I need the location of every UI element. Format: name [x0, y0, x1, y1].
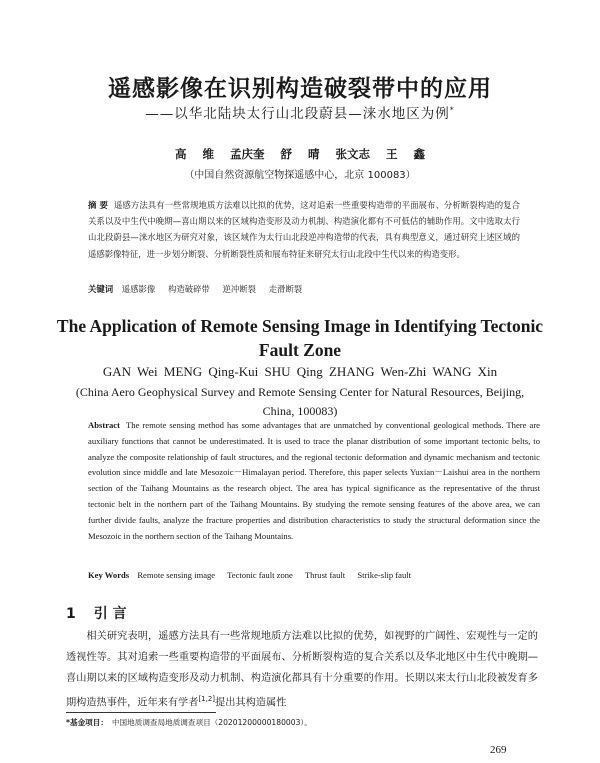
- intro-text-continued: 提出其构造属性: [215, 697, 287, 709]
- english-keyword: Strike-slip fault: [357, 570, 412, 580]
- english-keyword: Thrust fault: [304, 570, 346, 580]
- chinese-authors: 高 维 孟庆奎 舒 晴 张文志 王 鑫: [174, 147, 426, 161]
- chinese-keyword: 逆冲断裂: [222, 284, 257, 294]
- chinese-keyword: 走滑断裂: [268, 284, 303, 294]
- chinese-keyword: 遥感影像: [121, 284, 156, 294]
- footnote-divider: [66, 712, 216, 713]
- chinese-keyword: 构造破碎带: [167, 284, 210, 294]
- section-heading: [66, 603, 127, 623]
- english-abstract-text: The remote sensing method has some advantages that are unmatched by conventional geological methods. There are auxiliary functions that cannot be underestimated. It is used to trace the planar distribution of some important tectonic belts, to analyze the composite relationship of fault structures, and the regional tectonic deformation and dynamic mechanism and tectonic evolution since middle and late Mesozoic－Himalayan period. Therefore, this paper selects Yuxian－Laishui area in the northern section of the Taihang Mountains as the research object. The area has typical significance as the representative of the thrust tectonic belt in the northern part of the Taihang Mountains. By studying the remote sensing features of the above area, we can further divide faults, analyze the fracture properties and distribution characteristics to study the structural deformation since the Mesozoic in the northern section of the Taihang Mountains.: [88, 420, 540, 541]
- footnote-text: 中国地质调查局地质调查项目（20201200000180003）。: [111, 718, 312, 727]
- english-affiliation: (China Aero Geophysical Survey and Remote Sensing Center for Natural Resources, Beijing, China, 100083): [75, 385, 525, 418]
- english-keywords: [88, 568, 540, 583]
- english-keyword: Remote sensing image: [137, 570, 216, 580]
- chinese-affiliation: （中国自然资源航空物探遥感中心，北京 100083）: [184, 170, 416, 181]
- chinese-abstract-text: 遥感方法具有一些常规地质方法难以比拟的优势，这对追索一些重要构造带的平面展布、分析断裂构造的复合关系以及中生代中晚期—喜山期以来的区域构造变形及动力机制、构造演化都有不可低估的辅助作用。文中选取太行山北段蔚县—涞水地区为研究对象，该区域作为太行山北段逆冲构造带的代表，具有典型意义，通过研究上述区域的遥感影像特征，进一步划分断裂、分析断裂性质和展布特征来研究太行山北段中生代以来的构造变形。: [88, 200, 521, 259]
- section-title: 引 言: [93, 606, 127, 622]
- chinese-subtitle: [0, 102, 600, 122]
- english-authors: GAN Wei MENG Qing-Kui SHU Qing ZHANG Wen-Zhi WANG Xin: [102, 364, 498, 379]
- chinese-abstract-label: 摘 要: [88, 200, 108, 210]
- intro-paragraph: [66, 626, 538, 713]
- section-number: 1: [66, 606, 76, 622]
- chinese-subtitle-text: ——以华北陆块太行山北段蔚县—涞水地区为例: [145, 106, 450, 122]
- chinese-title: 遥感影像在识别构造破裂带中的应用: [108, 76, 492, 102]
- chinese-abstract: [88, 197, 520, 262]
- chinese-keywords: [88, 281, 520, 297]
- page-number: 269: [490, 744, 507, 756]
- intro-text: 相关研究表明，遥感方法具有一些常规地质方法难以比拟的优势，如视野的广阔性、宏观性与一定的透视性等。其对追索一些重要构造带的平面展布、分析断裂构造的复合关系以及华北地区中生代中晚期—喜山期以来的区域构造变形及动力机制、构造演化都具有十分重要的作用。长期以来太行山北段被发育多期构造热事件，近年来有学者: [66, 631, 538, 709]
- funding-marker: *: [449, 105, 455, 115]
- footnote: [66, 717, 536, 728]
- chinese-keywords-label: 关键词: [88, 284, 114, 294]
- footnote-label: *基金项目：: [66, 718, 108, 727]
- english-abstract: [88, 418, 540, 544]
- english-abstract-label: Abstract: [88, 420, 120, 430]
- english-keyword: Tectonic fault zone: [227, 570, 293, 580]
- citation: [1,2]: [198, 695, 216, 703]
- english-title: The Application of Remote Sensing Image in Identifying Tectonic Fault Zone: [56, 316, 544, 360]
- english-keywords-label: Key Words: [88, 570, 130, 580]
